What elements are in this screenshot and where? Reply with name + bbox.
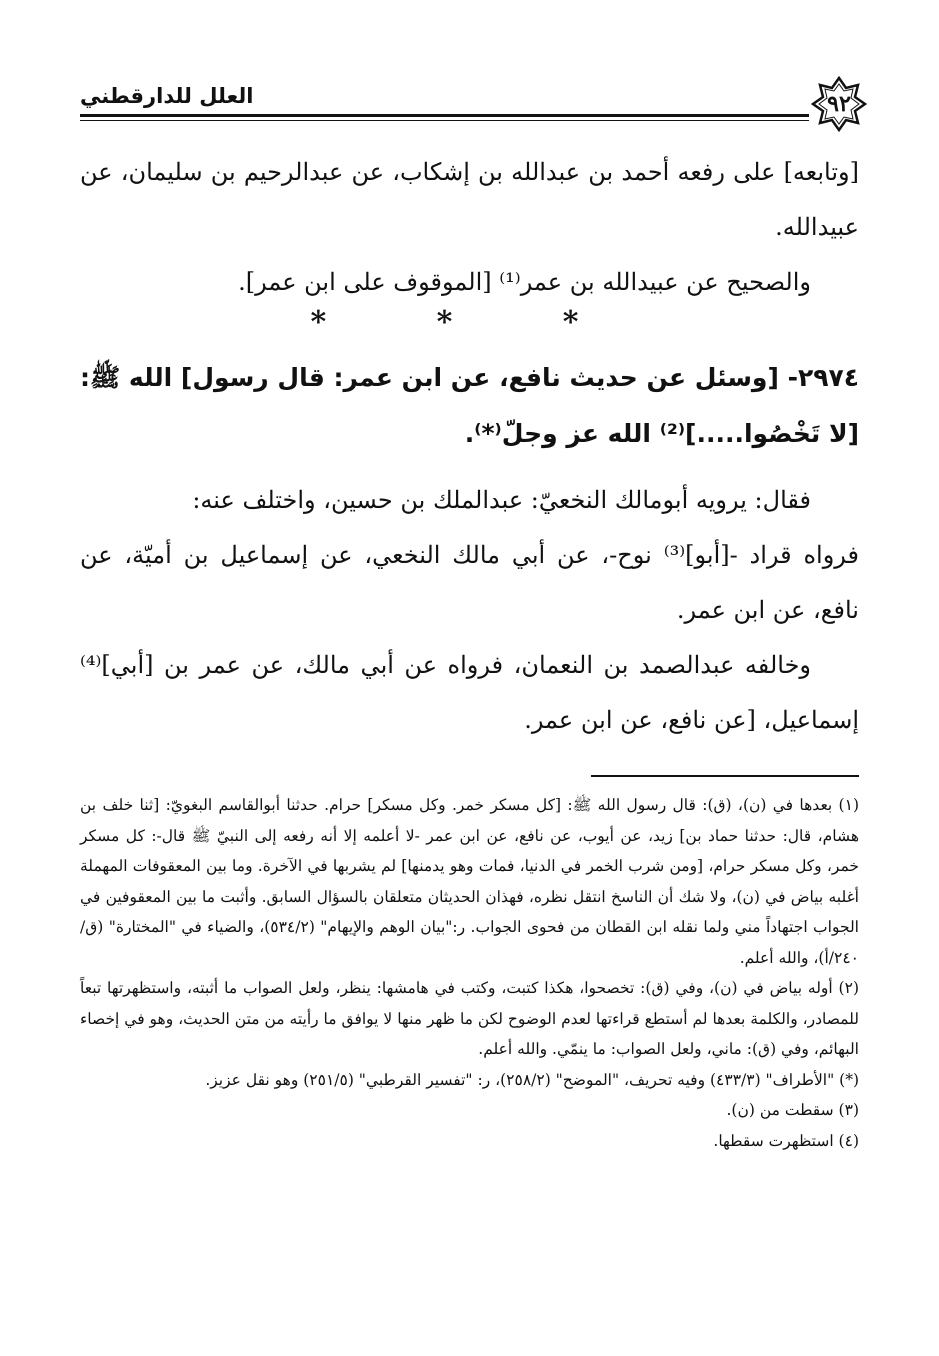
header-rule	[80, 114, 809, 117]
footnote-2: (٢) أوله بياض في (ن)، وفي (ق): تخصحوا، هكذا كتبت، وكتب في هامشها: ينظر، ولعل الصواب ما أثبته، واستظهرتها تبعاً للمصادر، والكلمة بعدها لم أستطع قراءتها لعدم الوضوح لكن ما ظهر منها لا يوافق ما رأيته من متن الحديث، وهو في إخصاء البهائم، وفي (ق): ماني، ولعل الصواب: ما ينمّي. والله أعلم.	[80, 979, 859, 1058]
page-number-badge	[811, 76, 867, 132]
footnote-4: (٤) استظهرت سقطها.	[713, 1131, 859, 1150]
paragraph-answer: فقال: يرويه أبومالك النخعيّ: عبدالملك بن حسين، واختلف عنه:	[192, 486, 811, 514]
paragraph-continuation: [وتابعه] على رفعه أحمد بن عبدالله بن إشكاب، عن عبدالرحيم بن سليمان، عن عبيدالله.	[80, 158, 859, 241]
page-header	[80, 76, 867, 132]
header-rule-thin	[80, 120, 809, 121]
body-text-answer	[80, 473, 859, 748]
paragraph-sahih: والصحيح عن عبيدالله بن عمر⁽¹⁾ [الموقوف على ابن عمر].	[238, 268, 811, 296]
body-text-top	[80, 145, 859, 310]
paragraph-abdussamad: وخالفه عبدالصمد بن النعمان، فرواه عن أبي مالك، عن عمر بن [أبي]⁽⁴⁾ إسماعيل، [عن نافع، عن ابن عمر.	[80, 651, 859, 734]
paragraph-qurad: فرواه قراد -[أبو]⁽³⁾ نوح-، عن أبي مالك النخعي، عن إسماعيل بن أميّة، عن نافع، عن ابن عمر.	[80, 541, 860, 624]
footnote-3: (٣) سقطت من (ن).	[726, 1101, 859, 1119]
section-stars: * * *	[310, 305, 629, 340]
hadith-heading: ٢٩٧٤- [وسئل عن حديث نافع، عن ابن عمر: قال رسول] الله ﷺ: [لا تَخْصُوا.....]⁽²⁾ الله عز وجلّ⁽*⁾.	[80, 363, 859, 448]
footnote-1: (١) بعدها في (ن)، (ق): قال رسول الله ﷺ: [كل مسكر خمر. وكل مسكر] حرام. حدثنا أبوالقاسم البغويّ: [ثنا خلف بن هشام، قال: حدثنا حماد بن] زيد، عن أيوب، عن نافع، عن ابن عمر -لا أعلمه إلا أنه رفعه إلى النبيّ ﷺ قال-: كل مسكر خمر، وكل مسكر حرام، [ومن شرب الخمر في الدنيا، فمات وهو يدمنها] لم يشربها في الآخرة. وما بين المعقوفات المهملة أغلبه بياض في (ن)، ولا شك أن الناسخ انتقل نظره، فهذان الحديثان متعلقان بالسؤال السابق. وأثبت ما بين المعقوفين في الجواب اجتهاداً مني ولما نقله ابن القطان من فحوى الجواب. ر:"بيان الوهم والإيهام" (٥٣٤/٢)، والضياء في "المختارة" (ق/٢٤٠/أ)، والله أعلم.	[80, 796, 859, 967]
footnote-separator	[591, 775, 859, 777]
footnotes	[80, 790, 859, 1156]
page-number: ٩٢	[827, 91, 851, 117]
footnote-star: (*) "الأطراف" (٤٣٣/٣) وفيه تحريف، "الموضح" (٢٥٨/٢)، ر: "تفسير القرطبي" (٢٥١/٥) وهو نقل عزيز.	[205, 1070, 859, 1089]
running-title: العلل للدارقطني	[80, 84, 254, 108]
